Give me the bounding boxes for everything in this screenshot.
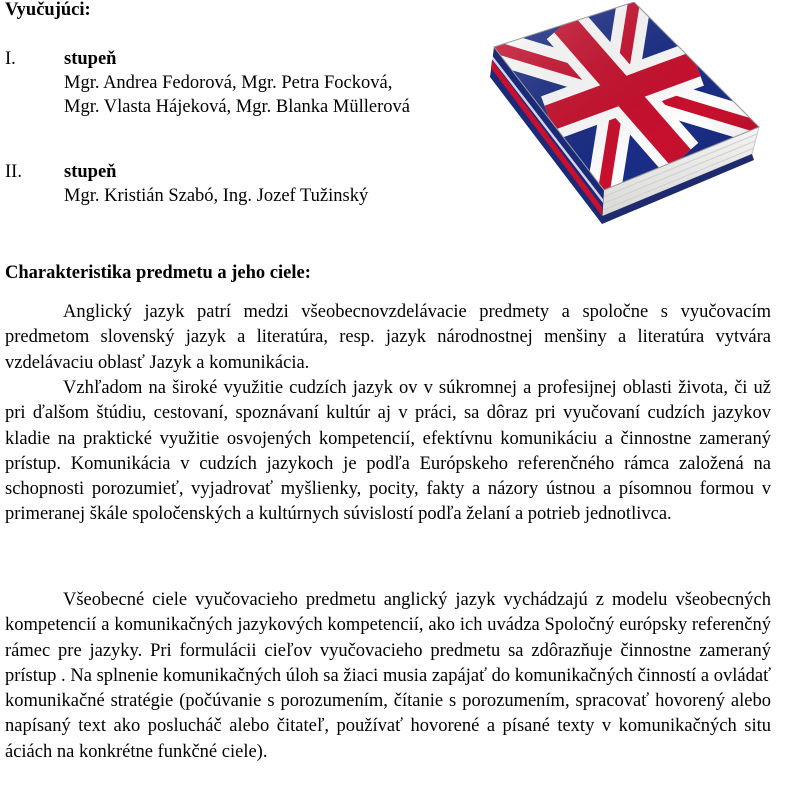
- paragraph-2-text: Vzhľadom na široké využitie cudzích jazyk ov v súkromnej a profesijnej oblasti života, či už pri ďalšom štúdiu, cestovaní, spoznávaní kultúr aj v práci, sa dôraz pri vyučovaní cudzích jazykov kladie na praktické využitie osvojených kompetencií, efektívnu komunikáciu a činnostne zameraný prístup. Komunikácia v cudzích jazykoch je podľa Európskeho referenčného rámca založená na schopnosti porozumieť, vyjadrovať myšlienky, pocity, fakty a názory ústnou a písomnou formou v primeranej škále spoločenských a kultúrnych súvislostí podľa želaní a potrieb jednotlivca.: [5, 378, 771, 525]
- stage-1-numeral: I.: [5, 49, 16, 69]
- paragraph-3: [5, 588, 771, 765]
- stage-1-teachers-line-2: Mgr. Vlasta Hájeková, Mgr. Blanka Müllerová: [64, 97, 410, 117]
- teachers-heading: Vyučujúci:: [5, 0, 91, 20]
- stage-1-teachers-line-1: Mgr. Andrea Fedorová, Mgr. Petra Focková,: [64, 73, 393, 93]
- union-jack-book-icon: [484, 2, 784, 237]
- characteristics-heading: Charakteristika predmetu a jeho ciele:: [5, 263, 311, 283]
- stage-2-numeral: II.: [5, 162, 22, 182]
- stage-1-title: stupeň: [64, 49, 117, 69]
- paragraph-1: [5, 300, 771, 376]
- paragraph-2: [5, 376, 771, 528]
- paragraph-1-text: Anglický jazyk patrí medzi všeobecnovzdelávacie predmety a spoločne s vyučovacím predmetom slovenský jazyk a literatúra, resp. jazyk národnostnej menšiny a literatúra vytvára vzdelávaciu oblasť Jazyk a komunikácia.: [5, 302, 771, 373]
- stage-2-title: stupeň: [64, 162, 117, 182]
- stage-2-teachers-line-1: Mgr. Kristián Szabó, Ing. Jozef Tužinský: [64, 186, 369, 206]
- paragraph-3-text: Všeobecné ciele vyučovacieho predmetu anglický jazyk vychádzajú z modelu všeobecných kompetencií a komunikačných jazykových kompetencií, ako ich uvádza Spoločný európsky referenčný rámec pre jazyky. Pri formulácii cieľov vyučovacieho predmetu sa zdôrazňuje činnostne zameraný prístup . Na splnenie komunikačných úloh sa žiaci musia zapájať do komunikačných činností a ovládať komunikačné stratégie (počúvanie s porozumením, čítanie s porozumením, spracovať hovorený alebo napísaný text ako poslucháč alebo čitateľ, používať hovorené a písané texty v komunikačných situ áciách na konkrétne funkčné ciele).: [5, 590, 771, 762]
